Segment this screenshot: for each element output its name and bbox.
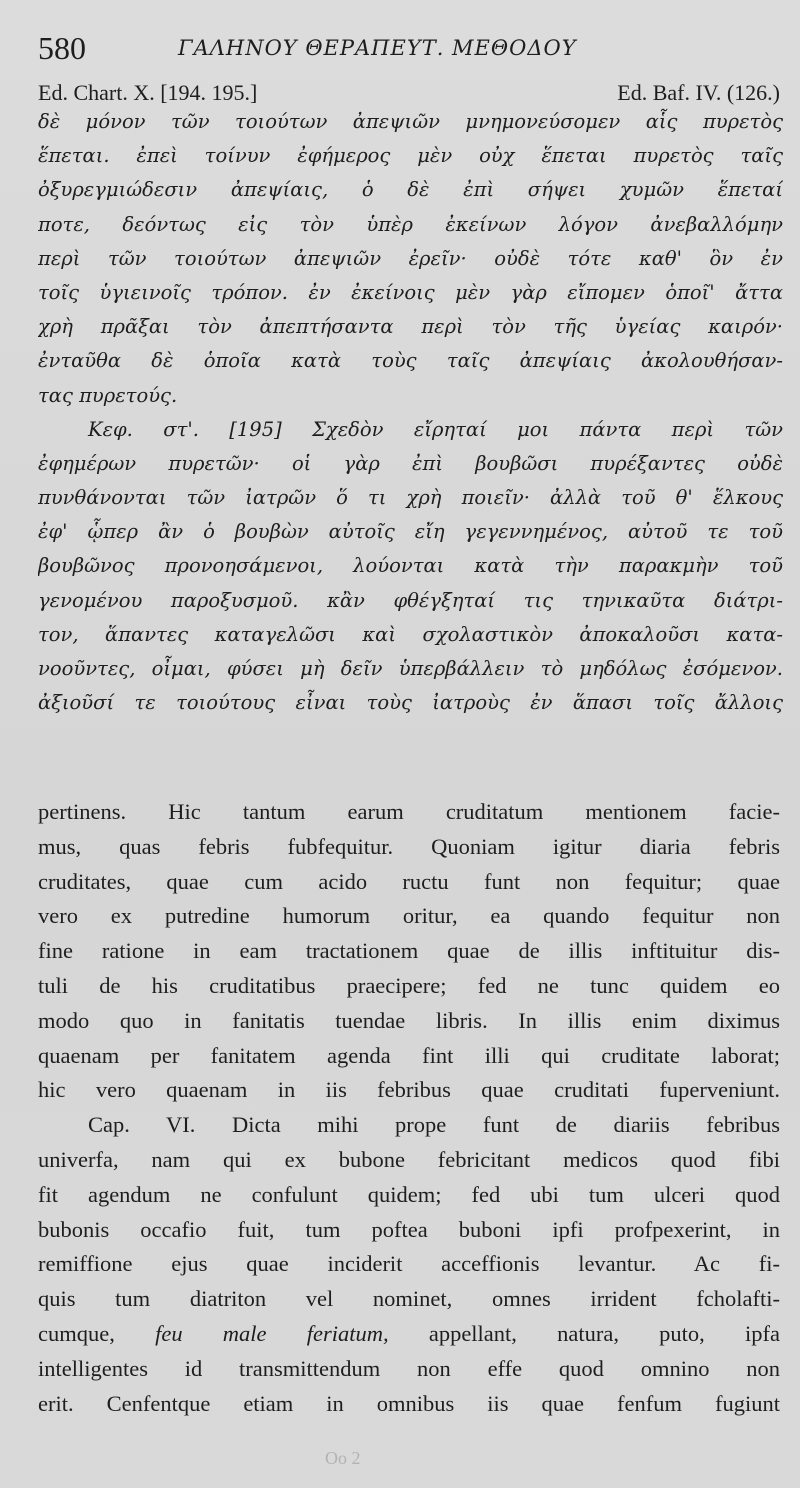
latin-line: erit. Cenfentque etiam in omnibus iis quae fenfum fugiunt bbox=[38, 1390, 780, 1416]
latin-line: remiffione ejus quae inciderit acceffionis levantur. Ac fi- bbox=[38, 1251, 780, 1277]
greek-line: ἐνταῦθα δὲ ὁποῖα κατὰ τοὺς ταῖς ἀπεψίαις ἀκολουθήσαν- bbox=[38, 349, 783, 373]
greek-line: γενομένου παροξυσμοῦ. κἂν φθέγξηταί τις τηνικαῦτα διάτρι- bbox=[38, 588, 783, 612]
latin-text-block bbox=[38, 795, 780, 1421]
latin-line: modo quo in fanitatis tuendae libris. In illis enim diximus bbox=[38, 1007, 780, 1033]
greek-line: τοῖς ὑγιεινοῖς τρόπον. ἐν ἐκείνοις μὲν γὰρ εἴπομεν ὁποῖ' ἄττα bbox=[38, 280, 783, 304]
greek-line: ἐφημέρων πυρετῶν· οἱ γὰρ ἐπὶ βουβῶσι πυρέξαντες οὐδὲ bbox=[38, 451, 783, 475]
edition-reference-chart: Ed. Chart. X. [194. 195.] bbox=[38, 80, 258, 105]
greek-chapter-heading-line: Κεφ. στ'. [195] Σχεδὸν εἴρηταί μοι πάντα περὶ τῶν bbox=[88, 417, 783, 441]
latin-line: pertinens. Hic tantum earum cruditatum mentionem facie- bbox=[38, 799, 780, 824]
greek-line: νοοῦντες, οἶμαι, φύσει μὴ δεῖν ὑπερβάλλειν τὸ μηδόλως ἐσόμενον. bbox=[38, 657, 783, 680]
latin-line: hic vero quaenam in iis febribus quae cruditati fuperveniunt. bbox=[38, 1077, 780, 1103]
latin-fragment: appellant, natura, puto, ipfa bbox=[428, 1320, 780, 1346]
page-header bbox=[38, 30, 770, 70]
greek-line: ποτε, δεόντως εἰς τὸν ὑπὲρ ἐκείνων λόγον ἀνεβαλλόμην bbox=[38, 212, 783, 236]
latin-line: quaenam per fanitatem agenda fint illi qui cruditate laborat; bbox=[38, 1042, 780, 1068]
greek-line: ἀξιοῦσί τε τοιούτους εἶναι τοὺς ἰατροὺς ἐν ἅπασι τοῖς ἄλλοις bbox=[38, 691, 783, 715]
latin-line: univerfa, nam qui ex bubone febricitant medicos quod fibi bbox=[38, 1146, 780, 1172]
greek-line: περὶ τῶν τοιούτων ἀπεψιῶν ἐρεῖν· οὐδὲ τότε καθ' ὃν ἐν bbox=[38, 246, 783, 270]
latin-line: intelligentes id transmittendum non effe quod omnino non bbox=[38, 1355, 780, 1381]
edition-reference-basel: Ed. Baf. IV. (126.) bbox=[617, 80, 780, 105]
latin-line: vero ex putredine humorum oritur, ea quando fequitur non bbox=[38, 903, 780, 929]
greek-line: ὀξυρεγμιώδεσιν ἀπεψίαις, ὁ δὲ ἐπὶ σήψει χυμῶν ἕπεταί bbox=[38, 178, 783, 202]
signature-mark: Oo 2 bbox=[325, 1448, 361, 1468]
latin-line-mixed bbox=[38, 1317, 780, 1352]
running-title: ΓΑΛΗΝΟΥ ΘΕΡΑΠΕΥΤ. ΜΕΘΟΔΟΥ bbox=[178, 36, 577, 60]
latin-line: quis tum diatriton vel nominet, omnes irrident fcholafti- bbox=[38, 1286, 780, 1312]
greek-line: δὲ μόνον τῶν τοιούτων ἀπεψιῶν μνημονεύσομεν αἷς πυρετὸς bbox=[38, 110, 783, 133]
greek-line: πυνθάνονται τῶν ἰατρῶν ὅ τι χρὴ ποιεῖν· ἀλλὰ τοῦ θ' ἕλκους bbox=[38, 486, 783, 510]
greek-line: βουβῶνος προνοησάμενοι, λούονται κατὰ τὴν παρακμὴν τοῦ bbox=[38, 554, 783, 578]
latin-italic-phrase: feu male feriatum, bbox=[155, 1320, 389, 1346]
latin-fragment: cumque, bbox=[38, 1320, 115, 1346]
latin-chapter-heading-line: Cap. VI. Dicta mihi prope funt de diariis febribus bbox=[88, 1112, 780, 1138]
greek-line: τας πυρετούς. bbox=[38, 383, 178, 407]
latin-line: cruditates, quae cum acido ructu funt non fequitur; quae bbox=[38, 868, 780, 894]
greek-line: ἕπεται. ἐπεὶ τοίνυν ἐφήμερος μὲν οὐχ ἕπεται πυρετὸς ταῖς bbox=[38, 144, 783, 168]
latin-line: mus, quas febris fubfequitur. Quoniam igitur diaria febris bbox=[38, 833, 780, 859]
latin-line: bubonis occafio fuit, tum poftea buboni ipfi profpexerint, in bbox=[38, 1216, 780, 1242]
greek-line: χρὴ πρᾶξαι τὸν ἀπεπτήσαντα περὶ τὸν τῆς ὑγείας καιρόν· bbox=[38, 315, 783, 339]
greek-line: τον, ἅπαντες καταγελῶσι καὶ σχολαστικὸν ἀποκαλοῦσι κατα- bbox=[38, 622, 783, 646]
page-number: 580 bbox=[38, 30, 86, 66]
greek-text-block bbox=[38, 105, 783, 720]
latin-line: fine ratione in eam tractationem quae de illis inftituitur dis- bbox=[38, 938, 780, 964]
greek-line: ἐφ' ᾧπερ ἂν ὁ βουβὼν αὐτοῖς εἴη γεγεννημένος, αὐτοῦ τε τοῦ bbox=[38, 520, 783, 544]
latin-line: tuli de his cruditatibus praecipere; fed ne tunc quidem eo bbox=[38, 972, 780, 998]
latin-line: fit agendum ne confulunt quidem; fed ubi tum ulceri quod bbox=[38, 1181, 780, 1207]
